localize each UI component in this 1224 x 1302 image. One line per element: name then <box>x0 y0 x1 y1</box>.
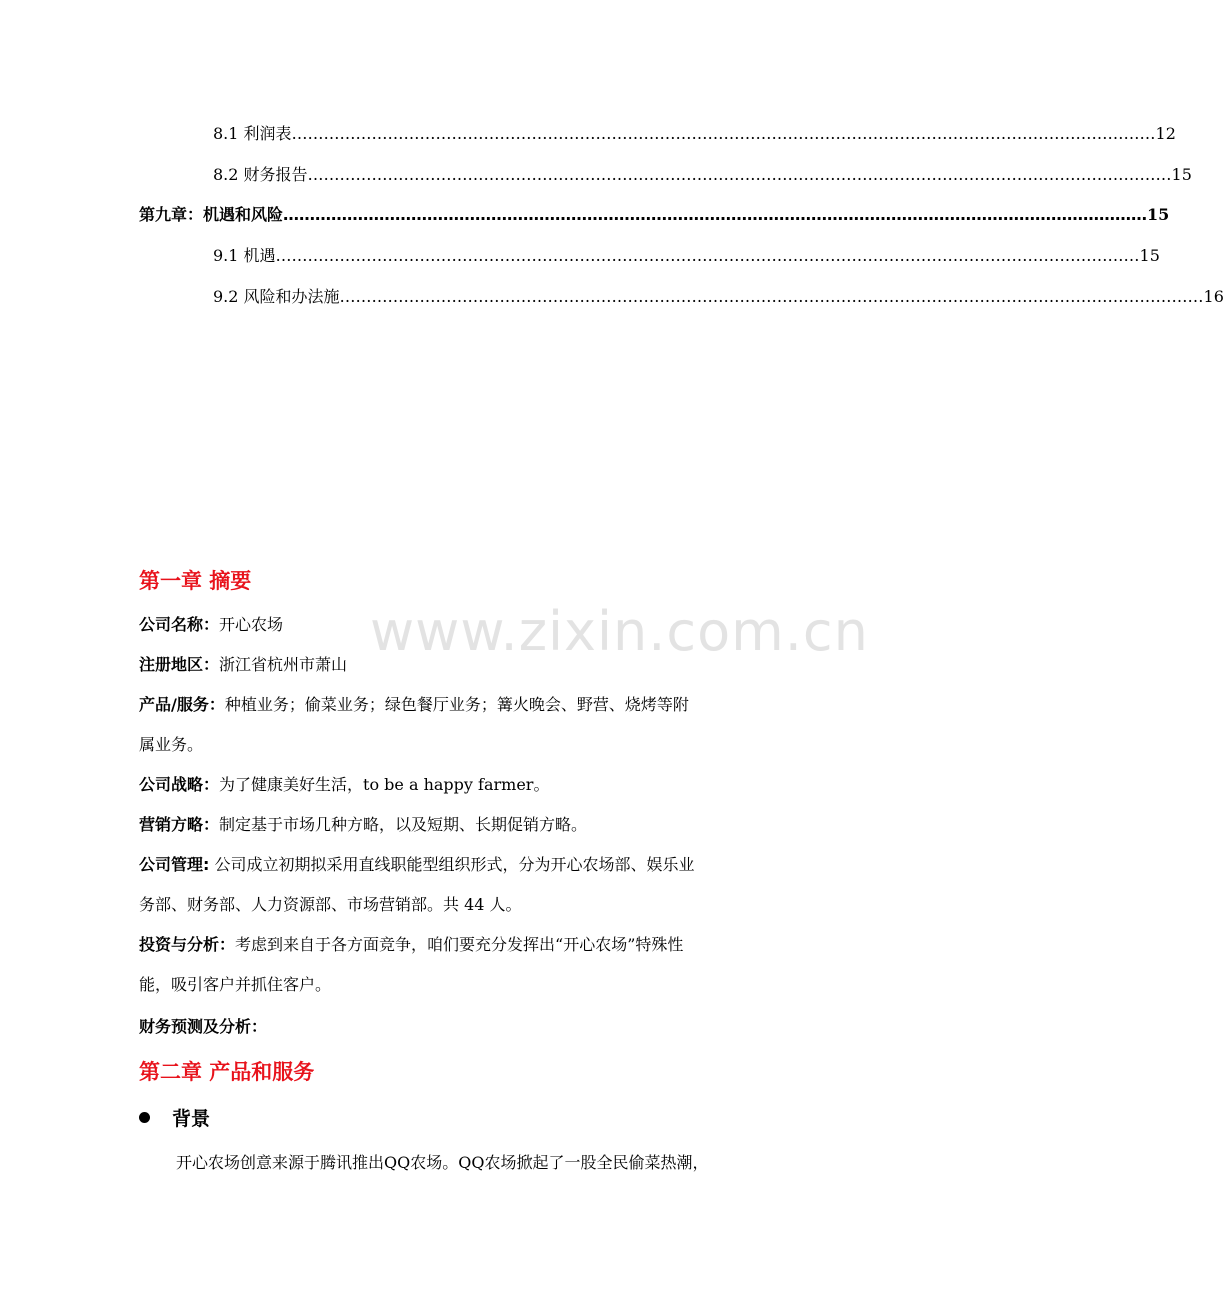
field-label: 投资与分析： <box>139 935 236 954</box>
field-label: 营销方略： <box>139 815 220 834</box>
toc-page-number: 15 <box>1139 246 1160 265</box>
field-label: 公司管理: <box>139 855 210 874</box>
toc-entry[interactable] <box>213 284 1224 307</box>
toc-page-number: 15 <box>1171 165 1192 184</box>
field-value: 公司成立初期拟采用直线职能型组织形式，分为开心农场部、娱乐业 <box>209 855 695 874</box>
summary-line-continued: 属业务。 <box>139 735 204 754</box>
field-value: 开心农场 <box>219 615 284 634</box>
summary-line-continued: 务部、财务部、人力资源部、市场营销部。共 44 人。 <box>139 895 522 914</box>
chapter-heading: 第二章 产品和服务 <box>139 1060 315 1084</box>
toc-entry-label: 8.1 利润表 <box>213 124 292 143</box>
field-value: 考虑到来自于各方面竞争，咱们要充分发挥出“开心农场”特殊性 <box>235 935 684 954</box>
section-bullet <box>139 1104 210 1131</box>
toc-entry[interactable] <box>213 162 1192 185</box>
summary-line <box>139 612 784 635</box>
summary-line <box>139 772 784 795</box>
chapter-heading: 第一章 摘要 <box>139 569 252 593</box>
summary-line <box>139 1014 784 1037</box>
toc-entry-label: 9.1 机遇 <box>213 246 276 265</box>
field-label: 注册地区： <box>139 655 220 674</box>
toc-leader: ……………………………………………………………………………………………………………………………………………… <box>283 205 1148 224</box>
summary-line <box>139 812 784 835</box>
toc-leader: ……………………………………………………………………………………………………………………………………………… <box>307 165 1172 184</box>
summary-line <box>139 652 784 675</box>
summary-line-continued: 能，吸引客户并抓住客户。 <box>139 975 332 994</box>
field-value: 制定基于市场几种方略，以及短期、长期促销方略。 <box>219 815 588 834</box>
toc-page-number: 12 <box>1155 124 1176 143</box>
toc-leader: ……………………………………………………………………………………………………………………………………………… <box>339 287 1204 306</box>
field-value: 浙江省杭州市萧山 <box>219 655 348 674</box>
summary-line <box>139 692 784 715</box>
toc-entry[interactable] <box>213 121 1176 144</box>
body-paragraph: 开心农场创意来源于腾讯推出QQ农场。QQ农场掀起了一股全民偷菜热潮， <box>176 1153 709 1172</box>
field-label: 产品/服务： <box>139 695 225 714</box>
toc-entry-label: 9.2 风险和办法施 <box>213 287 340 306</box>
field-label: 财务预测及分析： <box>139 1017 268 1036</box>
field-value: 种植业务；偷菜业务；绿色餐厅业务；篝火晚会、野营、烧烤等附 <box>224 695 689 714</box>
toc-leader: ……………………………………………………………………………………………………………………………………………… <box>275 246 1140 265</box>
field-label: 公司名称： <box>139 615 220 634</box>
field-value: 为了健康美好生活，to be a happy farmer。 <box>219 775 550 794</box>
summary-line <box>139 852 784 875</box>
toc-entry-label: 8.2 财务报告 <box>213 165 308 184</box>
toc-page-number: 15 <box>1147 205 1170 224</box>
toc-entry-label: 第九章：机遇和风险 <box>139 205 284 224</box>
summary-line <box>139 932 784 955</box>
bullet-icon <box>139 1112 150 1123</box>
toc-leader: ……………………………………………………………………………………………………………………………………………… <box>291 124 1156 143</box>
toc-page-number: 16 <box>1203 287 1224 306</box>
toc-chapter-entry[interactable] <box>139 202 1170 225</box>
watermark: www.zixin.com.cn <box>370 600 869 663</box>
field-label: 公司战略： <box>139 775 220 794</box>
section-title: 背景 <box>172 1108 211 1130</box>
toc-entry[interactable] <box>213 243 1160 266</box>
